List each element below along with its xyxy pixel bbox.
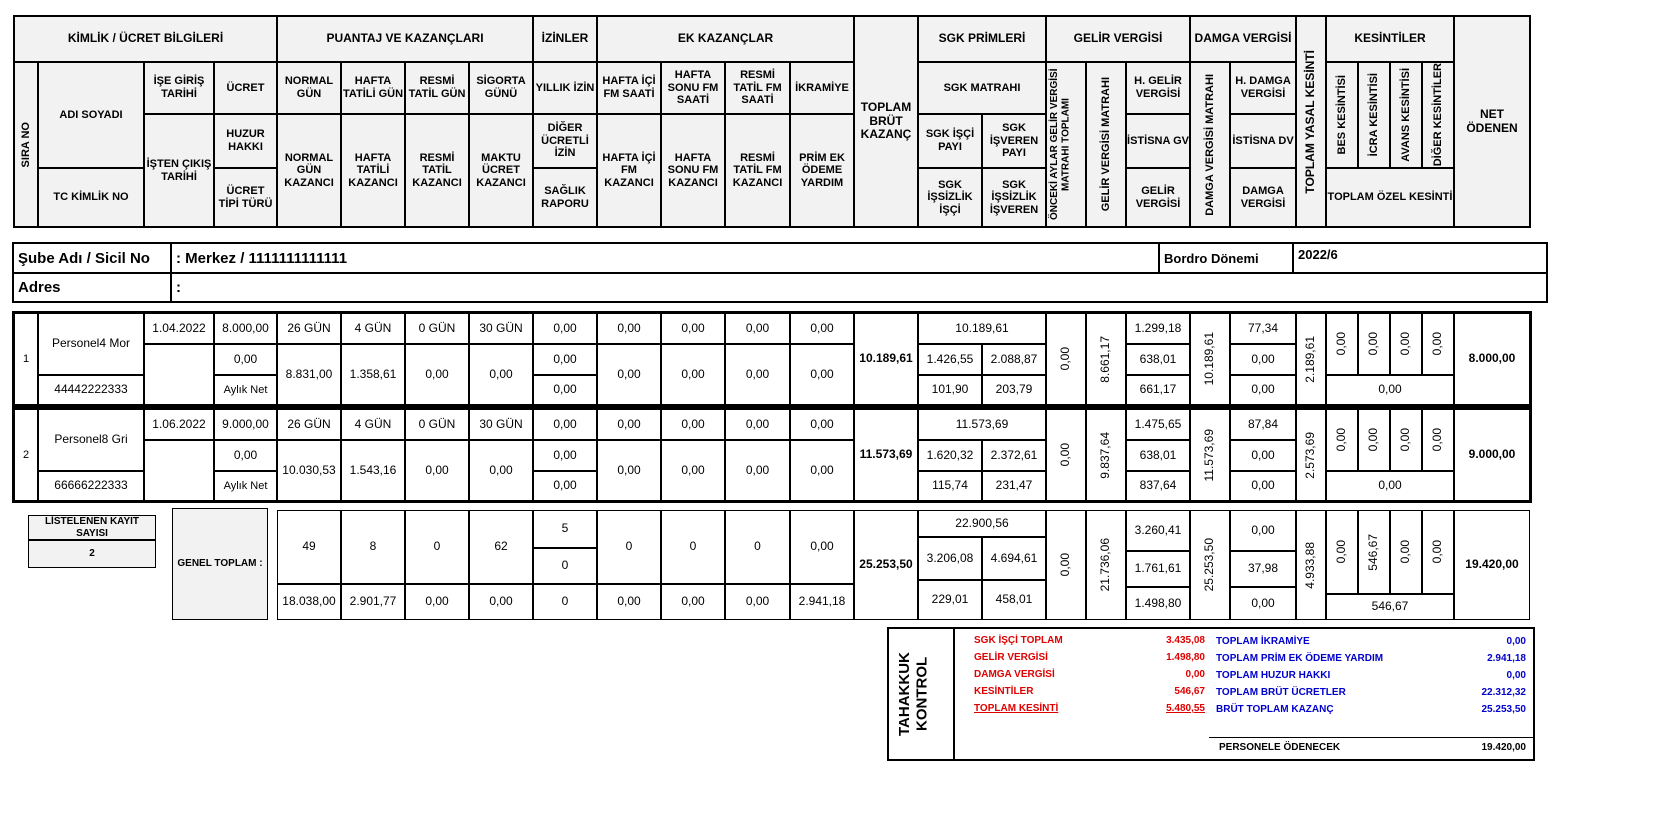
hi-fm-k-value: 0,00 [597,440,661,501]
hafta-tatili-gun-header: HAFTA TATİLİ GÜN [341,62,405,114]
ucret-header: ÜCRET [214,62,277,114]
onceki-aylar-gv-header: ÖNCEKİ AYLAR GELİR VERGİSİ MATRAHI TOPLAMI [1046,62,1086,227]
sgk-isveren-value: 2.372,61 [982,440,1046,471]
sube-label: Şube Adı / Sicil No [13,243,171,273]
ucret-tipi-value: Aylık Net [214,375,277,405]
diger-izin-value: 0,00 [533,344,597,375]
total-ozel-kesinti: 546,67 [1326,594,1454,620]
group-puantaj: PUANTAJ VE KAZANÇLARI [277,16,533,62]
toplam-brut-value: 11.573,69 [854,409,918,501]
ikramiye-value: 0,00 [790,409,854,440]
hs-fm-k-value: 0,00 [661,440,725,501]
total-yasal-kesinti: 4.933,88 [1296,510,1326,620]
ise-giris-date: 1.06.2022 [144,409,214,440]
kayit-sayisi-value: 2 [28,540,156,568]
normal-gun-header: NORMAL GÜN [277,62,341,114]
maktu-kaz-value: 0,00 [469,440,533,501]
diger-kesinti-value: 0,00 [1422,313,1454,375]
net-odenen-value: 8.000,00 [1454,313,1530,405]
total-yillik-izin: 5 [533,510,597,548]
resmi-gun-value: 0 GÜN [405,313,469,344]
hi-fm-s-value: 0,00 [597,409,661,440]
issizlik-isveren-value: 231,47 [982,471,1046,501]
tahakkuk-right-label: TOPLAM PRİM EK ÖDEME YARDIM [1216,653,1384,664]
total-h-dv: 0,00 [1230,510,1296,551]
resmi-kaz-value: 0,00 [405,344,469,405]
h-dv-value: 87,84 [1230,409,1296,440]
total-issizlik-isveren: 458,01 [982,580,1046,620]
tahakkuk-right-value: 2.941,18 [1487,653,1526,664]
tahakkuk-right-value: 0,00 [1506,636,1526,647]
personele-odenecek-value: 19.420,00 [1481,742,1526,753]
issizlik-isveren-value: 203,79 [982,375,1046,405]
total-normal-gun: 49 [277,510,341,584]
gv-matrah-value: 8.661,17 [1086,313,1126,405]
sgk-isci-payi-header: SGK İŞÇİ PAYI [918,114,982,168]
istisna-dv-header: İSTİSNA DV [1230,114,1296,168]
group-ek-kazanclar: EK KAZANÇLAR [597,16,854,62]
total-issizlik-isci: 229,01 [918,580,982,620]
tc-kimlik-header: TC KİMLİK NO [38,168,144,227]
total-istisna-dv: 37,98 [1230,551,1296,587]
avans-kesinti-value: 0,00 [1390,313,1422,375]
total-sigorta-gun: 62 [469,510,533,584]
total-h-gv: 3.260,41 [1126,510,1190,551]
total-resmi-gun: 0 [405,510,469,584]
damga-vergisi-header: DAMGA VERGİSİ [1230,168,1296,227]
total-ikramiye: 0,00 [790,510,854,584]
sigorta-gun-value: 30 GÜN [469,409,533,440]
total-diger-izin: 0 [533,548,597,584]
tahakkuk-left-label: SGK İŞÇİ TOPLAM [974,635,1063,646]
tahakkuk-right-value: 25.253,50 [1481,704,1526,715]
total-sgk-isci: 3.206,08 [918,537,982,580]
sgk-isci-value: 1.426,55 [918,344,982,375]
bordro-donemi-label: Bordro Dönemi [1159,243,1293,273]
row-sira-no: 1 [14,313,38,405]
yillik-izin-header: YILLIK İZİN [533,62,597,114]
ikramiye-header: İKRAMİYE [790,62,854,114]
tahakkuk-left-value: 5.480,55 [1166,703,1205,714]
adres-value: : [171,273,1547,302]
total-saglik-raporu: 0 [533,584,597,620]
group-kimlik: KİMLİK / ÜCRET BİLGİLERİ [14,16,277,62]
bes-kesinti-value: 0,00 [1326,409,1358,471]
sgk-matrahi-header: SGK MATRAHI [918,62,1046,114]
adi-soyadi-header: ADI SOYADI [38,62,144,168]
row-sira-no: 2 [14,409,38,501]
total-hafta-gun: 8 [341,510,405,584]
total-hi-fm-k: 0,00 [597,584,661,620]
isten-cikis-date [144,344,214,405]
h-gv-value: 1.475,65 [1126,409,1190,440]
total-sgk-matrah: 22.900,56 [918,510,1046,537]
total-hi-fm-s: 0 [597,510,661,584]
ise-giris-date: 1.04.2022 [144,313,214,344]
yasal-kesinti-value: 2.573,69 [1296,409,1326,501]
tahakkuk-right-label: TOPLAM HUZUR HAKKI [1216,670,1331,681]
bes-kesinti-value: 0,00 [1326,313,1358,375]
hafta-sonu-fm-saati-header: HAFTA SONU FM SAATİ [661,62,725,114]
prim-value: 0,00 [790,440,854,501]
total-prim: 2.941,18 [790,584,854,620]
total-onceki-gv: 0,00 [1046,510,1086,620]
total-resmi-kaz: 0,00 [405,584,469,620]
total-istisna-gv: 1.761,61 [1126,551,1190,587]
sigorta-gun-value: 30 GÜN [469,313,533,344]
avans-kesintisi-header: AVANS KESİNTİSİ [1390,62,1422,168]
tahakkuk-left-value: 3.435,08 [1166,635,1205,646]
resmi-tatil-fm-saati-header: RESMİ TATİL FM SAATİ [725,62,790,114]
yasal-kesinti-value: 2.189,61 [1296,313,1326,405]
saglik-raporu-value: 0,00 [533,375,597,405]
ise-giris-header: İŞE GİRİŞ TARİHİ [144,62,214,114]
resmi-gun-value: 0 GÜN [405,409,469,440]
h-gelir-vergisi-header: H. GELİR VERGİSİ [1126,62,1190,114]
ucret-value: 8.000,00 [214,313,277,344]
diger-kesinti-value: 0,00 [1422,409,1454,471]
employee-name: Personel4 Mor [38,313,144,375]
resmi-tatil-fm-kazanci-header: RESMİ TATİL FM KAZANCI [725,114,790,227]
total-avans-kesinti: 0,00 [1390,510,1422,594]
hs-fm-k-value: 0,00 [661,344,725,405]
tahakkuk-left-value: 546,67 [1174,686,1205,697]
total-hs-fm-s: 0 [661,510,725,584]
ucret-tipi-value: Aylık Net [214,471,277,501]
normal-kaz-value: 8.831,00 [277,344,341,405]
bordro-donemi-value: 2022/6 [1293,243,1547,273]
total-rt-fm-s: 0 [725,510,790,584]
total-icra-kesinti: 546,67 [1358,510,1390,594]
total-bes-kesinti: 0,00 [1326,510,1358,594]
h-dv-value: 77,34 [1230,313,1296,344]
total-gv-matrah: 21.736,06 [1086,510,1126,620]
gelir-vergisi-header: GELİR VERGİSİ [1126,168,1190,227]
istisna-dv-value: 0,00 [1230,344,1296,375]
total-net-odenen: 19.420,00 [1454,510,1530,620]
total-brut: 25.253,50 [854,510,918,620]
avans-kesinti-value: 0,00 [1390,409,1422,471]
maktu-kaz-value: 0,00 [469,344,533,405]
group-izinler: İZİNLER [533,16,597,62]
net-odenen-header: NET ÖDENEN [1454,16,1530,227]
saglik-raporu-value: 0,00 [533,471,597,501]
gv-matrah-value: 9.837,64 [1086,409,1126,501]
ucret-tipi-header: ÜCRET TİPİ TÜRÜ [214,168,277,227]
total-gv: 1.498,80 [1126,587,1190,620]
huzur-value: 0,00 [214,344,277,375]
saglik-raporu-header: SAĞLIK RAPORU [533,168,597,227]
total-sgk-isveren: 4.694,61 [982,537,1046,580]
sgk-matrah-value: 11.573,69 [918,409,1046,440]
icra-kesinti-value: 0,00 [1358,313,1390,375]
rt-fm-s-value: 0,00 [725,313,790,344]
toplam-brut-header: TOPLAM BRÜT KAZANÇ [854,16,918,227]
tahakkuk-title: TAHAKKUK KONTROL [896,652,931,736]
total-diger-kesinti: 0,00 [1422,510,1454,594]
hs-fm-s-value: 0,00 [661,313,725,344]
istisna-gv-header: İSTİSNA GV [1126,114,1190,168]
toplam-brut-value: 10.189,61 [854,313,918,405]
toplam-yasal-header: TOPLAM YASAL KESİNTİ [1296,16,1326,227]
sgk-isveren-value: 2.088,87 [982,344,1046,375]
total-normal-kaz: 18.038,00 [277,584,341,620]
dv-value: 0,00 [1230,471,1296,501]
maktu-ucret-kazanci-header: MAKTU ÜCRET KAZANCI [469,114,533,227]
hafta-gun-value: 4 GÜN [341,409,405,440]
tahakkuk-right-value: 22.312,32 [1481,687,1526,698]
yillik-izin-value: 0,00 [533,313,597,344]
sgk-issizlik-isci-header: SGK İŞSİZLİK İŞÇİ [918,168,982,227]
hafta-kaz-value: 1.543,16 [341,440,405,501]
hafta-tatili-kazanci-header: HAFTA TATİLİ KAZANCI [341,114,405,227]
sgk-issizlik-isveren-header: SGK İŞSİZLİK İŞVEREN [982,168,1046,227]
tahakkuk-right-value: 0,00 [1506,670,1526,681]
issizlik-isci-value: 101,90 [918,375,982,405]
gelir-vergisi-matrahi-header: GELİR VERGİSİ MATRAHI [1086,62,1126,227]
sigorta-gunu-header: SİGORTA GÜNÜ [469,62,533,114]
ozel-kesinti-value: 0,00 [1326,375,1454,405]
total-hafta-kaz: 2.901,77 [341,584,405,620]
icra-kesinti-value: 0,00 [1358,409,1390,471]
damga-vergisi-matrahi-header: DAMGA VERGİSİ MATRAHI [1190,62,1230,227]
toplam-ozel-kesinti-header: TOPLAM ÖZEL KESİNTİ [1326,168,1454,227]
net-odenen-value: 9.000,00 [1454,409,1530,501]
normal-gun-kazanci-header: NORMAL GÜN KAZANCI [277,114,341,227]
ozel-kesinti-value: 0,00 [1326,471,1454,501]
hafta-ici-fm-kazanci-header: HAFTA İÇİ FM KAZANCI [597,114,661,227]
tahakkuk-left-label: GELİR VERGİSİ [974,652,1048,663]
icra-kesintisi-header: İCRA KESİNTİSİ [1358,62,1390,168]
sgk-isveren-payi-header: SGK İŞVEREN PAYI [982,114,1046,168]
gv-value: 837,64 [1126,471,1190,501]
personele-odenecek-label: PERSONELE ÖDENECEK [1219,742,1341,753]
tahakkuk-left-label: KESİNTİLER [974,686,1034,697]
yillik-izin-value: 0,00 [533,409,597,440]
ucret-value: 9.000,00 [214,409,277,440]
dv-matrah-value: 10.189,61 [1190,313,1230,405]
normal-gun-value: 26 GÜN [277,313,341,344]
rt-fm-k-value: 0,00 [725,440,790,501]
total-maktu-kaz: 0,00 [469,584,533,620]
tahakkuk-right-label: TOPLAM İKRAMİYE [1216,636,1310,647]
adres-label: Adres [13,273,171,302]
huzur-value: 0,00 [214,440,277,471]
total-rt-fm-k: 0,00 [725,584,790,620]
istisna-gv-value: 638,01 [1126,344,1190,375]
group-kesintiler: KESİNTİLER [1326,16,1454,62]
huzur-hakki-header: HUZUR HAKKI [214,114,277,168]
istisna-gv-value: 638,01 [1126,440,1190,471]
diger-ucretli-izin-header: DİĞER ÜCRETLİ İZİN [533,114,597,168]
onceki-gv-value: 0,00 [1046,409,1086,501]
total-dv-matrah: 25.253,50 [1190,510,1230,620]
isten-cikis-header: İŞTEN ÇIKIŞ TARİHİ [144,114,214,227]
employee-name: Personel8 Gri [38,409,144,471]
group-gelir-vergisi: GELİR VERGİSİ [1046,16,1190,62]
gv-value: 661,17 [1126,375,1190,405]
total-dv: 0,00 [1230,587,1296,620]
hafta-gun-value: 4 GÜN [341,313,405,344]
isten-cikis-date [144,440,214,501]
ikramiye-value: 0,00 [790,313,854,344]
tahakkuk-right-label: BRÜT TOPLAM KAZANÇ [1216,704,1334,715]
istisna-dv-value: 0,00 [1230,440,1296,471]
employee-tc: 66666222333 [38,471,144,501]
employee-tc: 44442222333 [38,375,144,405]
total-hs-fm-k: 0,00 [661,584,725,620]
hafta-kaz-value: 1.358,61 [341,344,405,405]
sgk-isci-value: 1.620,32 [918,440,982,471]
resmi-tatil-gun-header: RESMİ TATİL GÜN [405,62,469,114]
tahakkuk-left-value: 0,00 [1185,669,1205,680]
tahakkuk-right-label: TOPLAM BRÜT ÜCRETLER [1216,687,1346,698]
dv-matrah-value: 11.573,69 [1190,409,1230,501]
normal-gun-value: 26 GÜN [277,409,341,440]
group-sgk: SGK PRİMLERİ [918,16,1046,62]
resmi-tatil-kazanci-header: RESMİ TATİL KAZANCI [405,114,469,227]
hs-fm-s-value: 0,00 [661,409,725,440]
genel-toplam-label: GENEL TOPLAM : [172,508,268,620]
issizlik-isci-value: 115,74 [918,471,982,501]
sgk-matrah-value: 10.189,61 [918,313,1046,344]
group-damga-vergisi: DAMGA VERGİSİ [1190,16,1296,62]
resmi-kaz-value: 0,00 [405,440,469,501]
sube-value: : Merkez / 1111111111111 [171,243,1159,273]
onceki-gv-value: 0,00 [1046,313,1086,405]
tahakkuk-left-label: TOPLAM KESİNTİ [974,703,1059,714]
diger-kesintiler-header: DİĞER KESİNTİLER [1422,62,1454,168]
bes-kesintisi-header: BES KESİNTİSİ [1326,62,1358,168]
diger-izin-value: 0,00 [533,440,597,471]
rt-fm-k-value: 0,00 [725,344,790,405]
h-gv-value: 1.299,18 [1126,313,1190,344]
hafta-ici-fm-saati-header: HAFTA İÇİ FM SAATİ [597,62,661,114]
h-damga-vergisi-header: H. DAMGA VERGİSİ [1230,62,1296,114]
kayit-sayisi-label: LİSTELENEN KAYIT SAYISI [28,515,156,540]
tahakkuk-left-label: DAMGA VERGİSİ [974,669,1055,680]
dv-value: 0,00 [1230,375,1296,405]
normal-kaz-value: 10.030,53 [277,440,341,501]
rt-fm-s-value: 0,00 [725,409,790,440]
hafta-sonu-fm-kazanci-header: HAFTA SONU FM KAZANCI [661,114,725,227]
hi-fm-k-value: 0,00 [597,344,661,405]
hi-fm-s-value: 0,00 [597,313,661,344]
tahakkuk-left-value: 1.498,80 [1166,652,1205,663]
prim-ek-odeme-header: PRİM EK ÖDEME YARDIM [790,114,854,227]
sira-no-header: SIRA NO [14,62,38,227]
prim-value: 0,00 [790,344,854,405]
